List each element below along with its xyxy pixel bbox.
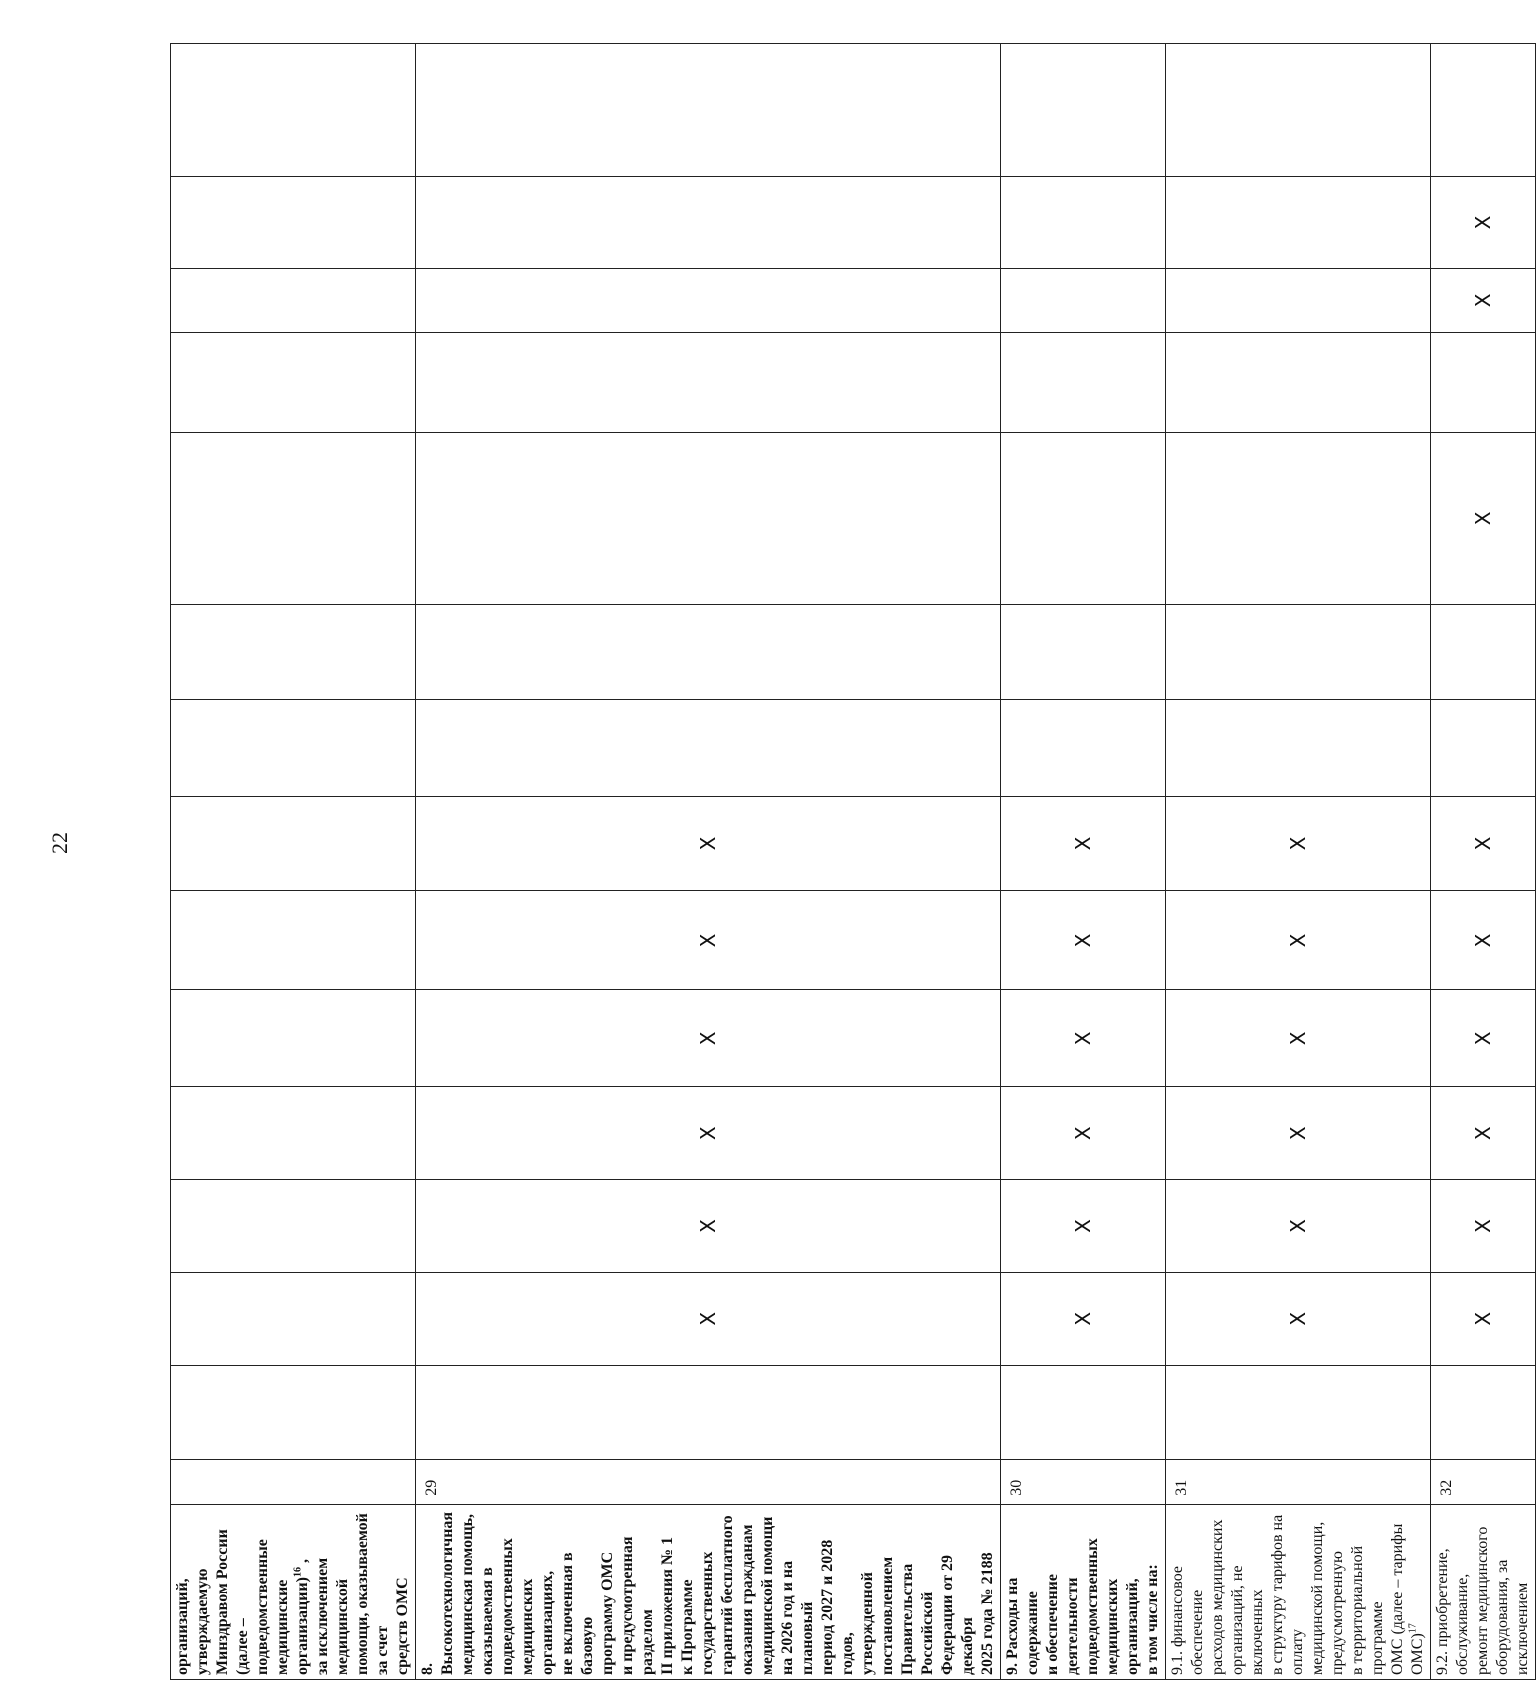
row-description: 8. Высокотехнологичная медицинская помощь, оказываемая в подведомственных медицинских организациях, не включенная в базовую программу ОМС и предусмотренная разделом II приложения № 1 к Программе государственных гарантий бесплатного оказания гражданам медицинской помощи на 2026 год и на плановый период 2027 и 2028 годов, утвержденной постановлением Правительства Российской Федерации от 29 декабря 2025 года № 2188: [416, 1504, 1001, 1679]
cell: [416, 268, 1001, 332]
x-mark: X: [696, 1311, 720, 1326]
cell: [171, 604, 416, 699]
cell: [416, 891, 1001, 990]
cell: [1001, 796, 1166, 891]
row-description: 9.1. финансовое обеспечение расходов медицинских организаций, не включенных в структуру тарифов на оплату медицинской помощи, предусмотренную в территориальной программе ОМС (далее – тарифы ОМС)$^{17}$: [1166, 1504, 1431, 1679]
x-mark: X: [1471, 1311, 1495, 1326]
cell: [416, 44, 1001, 177]
cell: [416, 990, 1001, 1087]
x-mark: X: [1286, 1219, 1310, 1233]
cell: [171, 1180, 416, 1273]
cell: [1431, 332, 1536, 432]
table-row: [1001, 44, 1166, 1680]
cell: [1001, 432, 1166, 604]
x-mark: X: [1471, 511, 1495, 526]
x-mark: X: [1471, 1219, 1495, 1233]
cell: [1431, 990, 1536, 1087]
x-mark: X: [1071, 1126, 1095, 1141]
cell: [1166, 1087, 1431, 1180]
cell: [1431, 699, 1536, 796]
x-mark: X: [1286, 1311, 1310, 1326]
cell: [171, 44, 416, 177]
row-description: организаций, утверждаемую Минздравом России (далее – подведомственные медицинские организации)$^{16}$ , за исключением медицинской помощи, оказываемой за счет средств ОМС: [171, 1504, 416, 1679]
cell: [416, 604, 1001, 699]
cell: [416, 332, 1001, 432]
x-mark: X: [1471, 215, 1495, 230]
cell: [1001, 1180, 1166, 1273]
cell: [171, 177, 416, 269]
cell: [1001, 1365, 1166, 1460]
x-mark: X: [696, 836, 720, 851]
cell: [416, 1365, 1001, 1460]
cell: [1166, 1365, 1431, 1460]
cell: [1001, 44, 1166, 177]
cell: [171, 796, 416, 891]
cell: [1001, 1087, 1166, 1180]
cell: [1166, 990, 1431, 1087]
cell: [1001, 891, 1166, 990]
cell: [1166, 268, 1431, 332]
cell: [171, 1272, 416, 1365]
cell: [1166, 332, 1431, 432]
table-row: [1431, 44, 1536, 1680]
cell: [1166, 699, 1431, 796]
cell: [1431, 44, 1536, 177]
cell: [1001, 268, 1166, 332]
cell: [416, 1180, 1001, 1273]
table-row: [1166, 44, 1431, 1680]
cell: [1431, 268, 1536, 332]
table-row: [171, 44, 416, 1680]
x-mark: X: [1071, 1219, 1095, 1233]
cell: [1431, 177, 1536, 269]
cell: [416, 1272, 1001, 1365]
cell: [1431, 432, 1536, 604]
cell: [416, 699, 1001, 796]
cell: [171, 1087, 416, 1180]
x-mark: X: [1471, 293, 1495, 308]
cell: [1001, 990, 1166, 1087]
x-mark: X: [1471, 1031, 1495, 1046]
cell: [1166, 432, 1431, 604]
x-mark: X: [1071, 1311, 1095, 1326]
row-description: 9.2. приобретение, обслуживание, ремонт медицинского оборудования, за исключением: [1431, 1504, 1536, 1679]
cell: [1166, 177, 1431, 269]
cell: [1001, 604, 1166, 699]
cell: [1431, 796, 1536, 891]
x-mark: X: [696, 933, 720, 948]
cell: [1001, 1272, 1166, 1365]
cell: [416, 177, 1001, 269]
x-mark: X: [696, 1031, 720, 1046]
row-number: [171, 1460, 416, 1504]
x-mark: X: [1471, 1126, 1495, 1141]
cell: [1431, 1272, 1536, 1365]
rotated-table-page: [170, 43, 1531, 1680]
x-mark: X: [1286, 1126, 1310, 1141]
row-number: 32: [1431, 1460, 1536, 1504]
cell: [416, 1087, 1001, 1180]
cell: [1166, 1272, 1431, 1365]
row-number: 29: [416, 1460, 1001, 1504]
x-mark: X: [696, 1219, 720, 1233]
cell: [1166, 44, 1431, 177]
financing-table: [170, 43, 1536, 1680]
cell: [171, 990, 416, 1087]
cell: [1431, 1180, 1536, 1273]
x-mark: X: [1286, 1031, 1310, 1046]
cell: [416, 796, 1001, 891]
cell: [1001, 332, 1166, 432]
cell: [171, 699, 416, 796]
cell: [1001, 699, 1166, 796]
cell: [171, 891, 416, 990]
cell: [1431, 1365, 1536, 1460]
table-row: [416, 44, 1001, 1680]
cell: [1431, 1087, 1536, 1180]
x-mark: X: [1071, 933, 1095, 948]
page-number: 22: [47, 832, 72, 854]
cell: [171, 268, 416, 332]
cell: [1431, 891, 1536, 990]
x-mark: X: [1471, 933, 1495, 948]
cell: [171, 432, 416, 604]
row-number: 30: [1001, 1460, 1166, 1504]
x-mark: X: [1071, 836, 1095, 851]
cell: [1166, 604, 1431, 699]
cell: [171, 1365, 416, 1460]
cell: [1166, 1180, 1431, 1273]
x-mark: X: [696, 1126, 720, 1141]
cell: [1166, 891, 1431, 990]
x-mark: X: [1286, 933, 1310, 948]
x-mark: X: [1071, 1031, 1095, 1046]
cell: [416, 432, 1001, 604]
x-mark: X: [1471, 836, 1495, 851]
cell: [1431, 604, 1536, 699]
cell: [171, 332, 416, 432]
row-description: 9. Расходы на содержание и обеспечение деятельности подведомственных медицинских организаций, в том числе на:: [1001, 1504, 1166, 1679]
cell: [1001, 177, 1166, 269]
row-number: 31: [1166, 1460, 1431, 1504]
x-mark: X: [1286, 836, 1310, 851]
cell: [1166, 796, 1431, 891]
